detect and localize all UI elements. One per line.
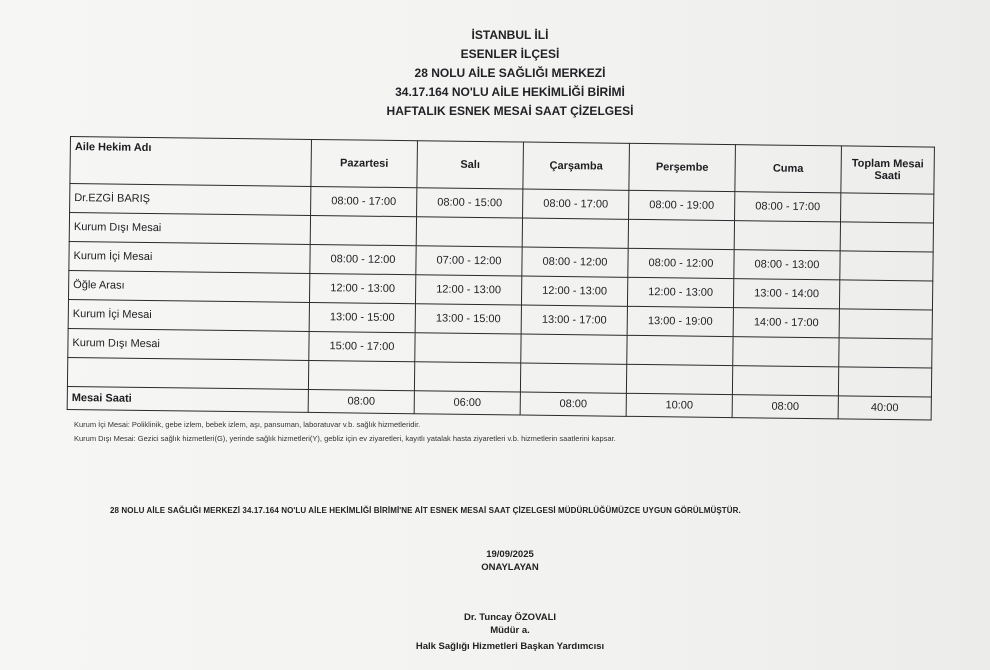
table-cell [628,219,734,249]
table-cell: 07:00 - 12:00 [416,246,522,276]
signatory-block [300,611,720,653]
table-cell: 12:00 - 13:00 [415,275,521,305]
row-label: Öğle Arası [69,270,310,302]
table-cell [838,367,931,397]
table-cell: 12:00 - 13:00 [627,277,733,307]
total-cell: 06:00 [414,391,520,415]
schedule-table [67,136,935,421]
signatory-title: Halk Sağlığı Hizmetleri Başkan Yardımcısı [415,641,605,652]
table-cell [839,309,932,339]
table-cell [415,333,521,363]
table-cell: 08:00 - 19:00 [629,190,735,220]
footnotes [74,418,616,446]
total-cell: 08:00 [520,392,626,416]
row-label: Kurum Dışı Mesai [68,328,309,360]
footnote-external-hours: Kurum Dışı Mesai: Gezici sağlık hizmetleri(G), yerinde sağlık hizmetleri(Y), gebliz için ev ziyaretleri, kayıtlı yatalak hasta ziyaretleri v.b. hizmetlerin saatlerini kapsar. [74,434,616,443]
table-cell [626,364,732,394]
column-header-monday: Pazartesi [311,139,418,187]
table-cell [520,363,626,393]
table-cell [521,334,627,364]
table-cell [522,218,628,248]
table-cell: 12:00 - 13:00 [309,273,415,303]
column-header-thursday: Perşembe [629,143,736,191]
approval-block [300,548,720,574]
table-cell: 08:00 - 17:00 [523,189,629,219]
table-cell: 13:00 - 14:00 [733,279,839,309]
table-cell [734,221,840,251]
header-line-health-center: 28 NOLU AİLE SAĞLIĞI MERKEZİ [414,66,606,80]
table-cell: 13:00 - 19:00 [627,306,733,336]
table-cell: 08:00 - 13:00 [734,250,840,280]
table-cell [733,337,839,367]
row-label: Kurum Dışı Mesai [69,213,310,245]
table-cell: 13:00 - 17:00 [521,305,627,335]
document-header [300,26,720,121]
signatory-role: Müdür a. [490,625,530,636]
column-header-tuesday: Salı [417,141,524,189]
row-label: Kurum İçi Mesai [68,299,309,331]
header-line-unit: 34.17.164 NO'LU AİLE HEKİMLİĞİ BİRİMİ [395,85,625,99]
total-cell: 40:00 [838,396,931,420]
table-cell: 14:00 - 17:00 [733,308,839,338]
approval-statement: 28 NOLU AİLE SAĞLIĞI MERKEZİ 34.17.164 NO'LU AİLE HEKİMLİĞİ BİRİMİ'NE AİT ESNEK MESAİ SAAT ÇİZELGESİ MÜDÜRLÜĞÜMÜZCE UYGUN GÖRÜLMÜŞTÜR. [110,506,741,515]
row-label: Kurum İçi Mesai [69,241,310,273]
signatory-name: Dr. Tuncay ÖZOVALI [463,612,557,623]
total-cell: 08:00 [308,389,414,413]
table-cell [308,360,414,390]
header-line-province: İSTANBUL İLİ [471,28,549,42]
table-cell [732,366,838,396]
total-row-label: Mesai Saati [67,386,308,412]
table-cell: 12:00 - 13:00 [521,276,627,306]
table-cell [839,280,932,310]
table-cell [627,335,733,365]
table-cell: 15:00 - 17:00 [309,331,415,361]
table-cell [841,193,934,223]
column-header-friday: Cuma [735,145,842,193]
total-cell: 10:00 [626,393,732,417]
table-cell [416,217,522,247]
table-cell: 13:00 - 15:00 [309,302,415,332]
row-label [67,357,308,389]
total-cell: 08:00 [732,395,838,419]
column-header-total: Toplam Mesai Saati [841,146,935,194]
header-line-district: ESENLER İLÇESİ [460,47,560,61]
table-cell: 08:00 - 17:00 [735,192,841,222]
table-cell [840,251,933,281]
table-cell: 08:00 - 12:00 [522,247,628,277]
table-cell [310,215,416,245]
approval-date: 19/09/2025 [486,549,534,560]
header-line-title: HAFTALIK ESNEK MESAİ SAAT ÇİZELGESİ [386,104,634,118]
table-cell [840,222,933,252]
table-cell: 08:00 - 12:00 [628,248,734,278]
table-cell: 08:00 - 15:00 [417,188,523,218]
table-cell [414,362,520,392]
table-cell: 13:00 - 15:00 [415,304,521,334]
table-cell [839,338,932,368]
column-header-doctor: Aile Hekim Adı [70,137,312,187]
table-cell: 08:00 - 12:00 [310,244,416,274]
approver-label: ONAYLAYAN [481,562,539,573]
footnote-internal-hours: Kurum İçi Mesai: Poliklinik, gebe izlem, bebek izlem, aşı, pansuman, laboratuvar v.b. sağlık hizmetleridir. [74,420,421,429]
table-cell: 08:00 - 17:00 [311,186,417,216]
row-label: Dr.EZGİ BARIŞ [70,184,311,216]
column-header-wednesday: Çarşamba [523,142,630,190]
